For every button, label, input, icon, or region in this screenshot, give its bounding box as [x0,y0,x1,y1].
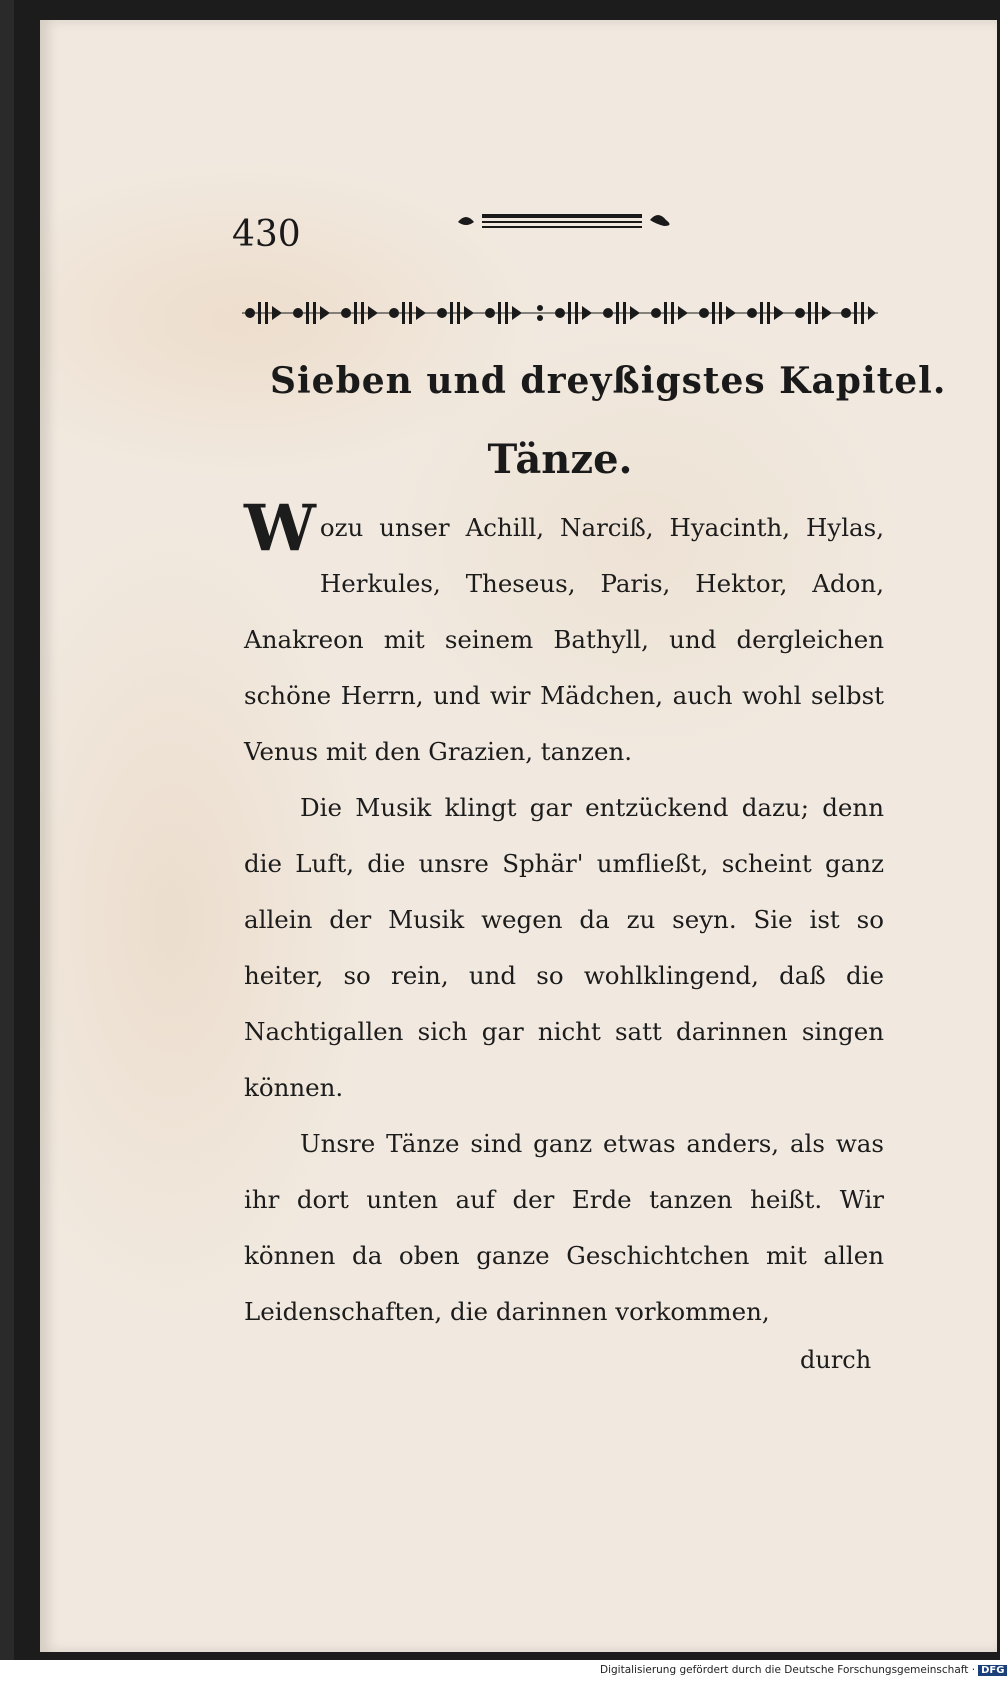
footer-text: Digitalisierung gefördert durch die Deutsche Forschungsgemeinschaft · [600,1664,976,1676]
header-ornament [450,206,680,236]
paragraph: Die Musik klingt gar entzückend dazu; denn die Luft, die unsre Sphär' umfließt, scheint ganz allein der Musik wegen da zu seyn. Sie ist so heiter, so rein, und so wohlklingend, daß die Nachtigallen sich gar nicht satt darinnen singen können. [244,793,884,1102]
digitization-footer [600,1664,1005,1684]
body-text [244,491,884,1340]
dfg-logo-icon: DFG [978,1665,1007,1676]
gutter-stripe [0,0,14,1660]
paragraph: Unsre Tänze sind ganz etwas anders, als was ihr dort unten auf der Erde tanzen heißt. Wir können da oben ganze Geschichtchen mit allen Leidenschaften, die darinnen vorkommen, [244,1129,884,1326]
page-number: 430 [232,214,301,255]
chapter-title: Sieben und dreyßigstes Kapitel. [270,360,947,402]
paragraph: Wozu unser Achill, Narciß, Hyacinth, Hylas, Herkules, Theseus, Paris, Hektor, Adon, Anakreon mit seinem Bathyll, und dergleichen schöne Herrn, und wir Mädchen, auch wohl selbst Venus mit den Grazien, tanzen. [244,491,884,766]
decorative-border-band [240,296,880,330]
chapter-subtitle: Tänze. [487,436,633,483]
catchword: durch [800,1346,872,1374]
